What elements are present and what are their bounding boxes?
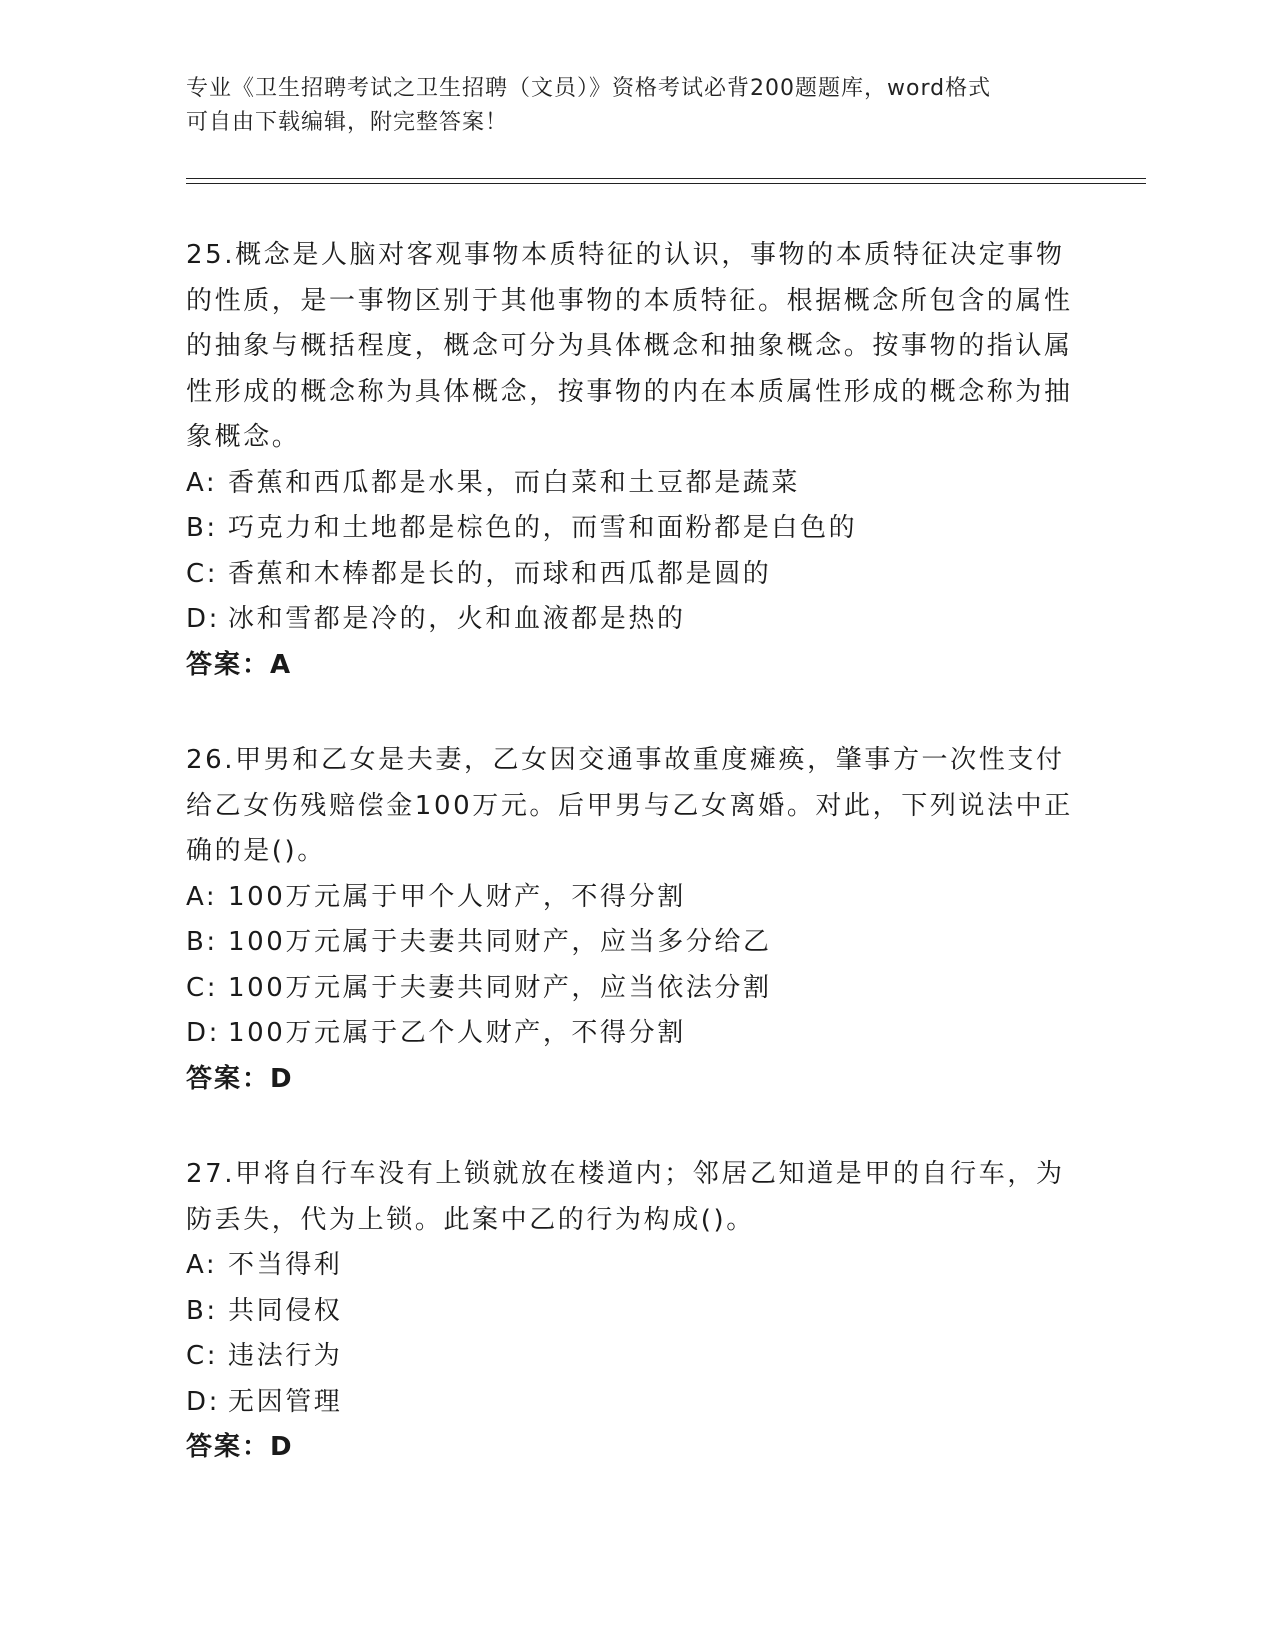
- answer-label: 答案：A: [186, 649, 293, 680]
- header-divider-top: [186, 178, 1146, 179]
- option-key: D:: [186, 1386, 220, 1417]
- option-key: A:: [186, 881, 218, 912]
- option-key: A:: [186, 1250, 218, 1280]
- option-text: 100万元属于甲个人财产，不得分割: [228, 881, 686, 912]
- option-key: B:: [186, 1295, 218, 1326]
- option-a: [186, 1243, 1086, 1289]
- header-line-1: 专业《卫生招聘考试之卫生招聘（文员）》资格考试必背200题题库，word格式: [186, 76, 992, 101]
- option-b: [186, 1289, 1086, 1335]
- option-a: [186, 461, 1086, 507]
- option-text: 不当得利: [228, 1250, 343, 1280]
- question-text: 27.甲将自行车没有上锁就放在楼道内；邻居乙知道是甲的自行车，为防丢失，代为上锁。此案中乙的行为构成()。: [186, 1159, 1065, 1235]
- option-text: 香蕉和西瓜都是水果，而白菜和土豆都是蔬菜: [228, 467, 801, 498]
- option-c: [186, 966, 1086, 1012]
- question-27: [186, 1152, 1086, 1471]
- option-a: [186, 875, 1086, 921]
- option-d: [186, 1380, 1086, 1426]
- option-key: D:: [186, 1018, 220, 1048]
- option-text: 冰和雪都是冷的，火和血液都是热的: [228, 604, 686, 634]
- option-key: A:: [186, 467, 218, 498]
- option-key: C:: [186, 972, 219, 1003]
- option-d: [186, 1011, 1086, 1057]
- option-c: [186, 1334, 1086, 1380]
- option-key: B:: [186, 513, 218, 543]
- option-text: 100万元属于乙个人财产，不得分割: [228, 1018, 686, 1048]
- option-text: 巧克力和土地都是棕色的，而雪和面粉都是白色的: [228, 513, 858, 543]
- question-text: 25.概念是人脑对客观事物本质特征的认识，事物的本质特征决定事物的性质，是一事物区别于其他事物的本质特征。根据概念所包含的属性的抽象与概括程度，概念可分为具体概念和抽象概念。按事物的指认属性形成的概念称为具体概念，按事物的内在本质属性形成的概念称为抽象概念。: [186, 240, 1073, 452]
- option-text: 共同侵权: [228, 1295, 343, 1326]
- answer-label: 答案：D: [186, 1063, 294, 1094]
- option-text: 100万元属于夫妻共同财产，应当依法分割: [228, 972, 772, 1003]
- document-header: [186, 72, 1066, 140]
- option-text: 香蕉和木棒都是长的，而球和西瓜都是圆的: [228, 558, 772, 589]
- header-line-2: 可自由下载编辑，附完整答案！: [186, 110, 509, 135]
- option-key: B:: [186, 927, 218, 957]
- option-text: 无因管理: [228, 1386, 343, 1417]
- option-b: [186, 506, 1086, 552]
- question-25: [186, 233, 1086, 688]
- question-list: [186, 233, 1086, 1521]
- option-text: 违法行为: [228, 1341, 343, 1371]
- question-26: [186, 738, 1086, 1102]
- option-text: 100万元属于夫妻共同财产，应当多分给乙: [228, 927, 772, 957]
- option-d: [186, 597, 1086, 643]
- option-key: C:: [186, 1341, 219, 1371]
- answer-label: 答案：D: [186, 1432, 294, 1462]
- question-text: 26.甲男和乙女是夫妻，乙女因交通事故重度瘫痪，肇事方一次性支付给乙女伤残赔偿金100万元。后甲男与乙女离婚。对此，下列说法中正确的是()。: [186, 745, 1073, 866]
- option-key: C:: [186, 558, 219, 589]
- option-key: D:: [186, 604, 220, 634]
- option-b: [186, 920, 1086, 966]
- option-c: [186, 552, 1086, 598]
- header-divider-bottom: [186, 183, 1146, 184]
